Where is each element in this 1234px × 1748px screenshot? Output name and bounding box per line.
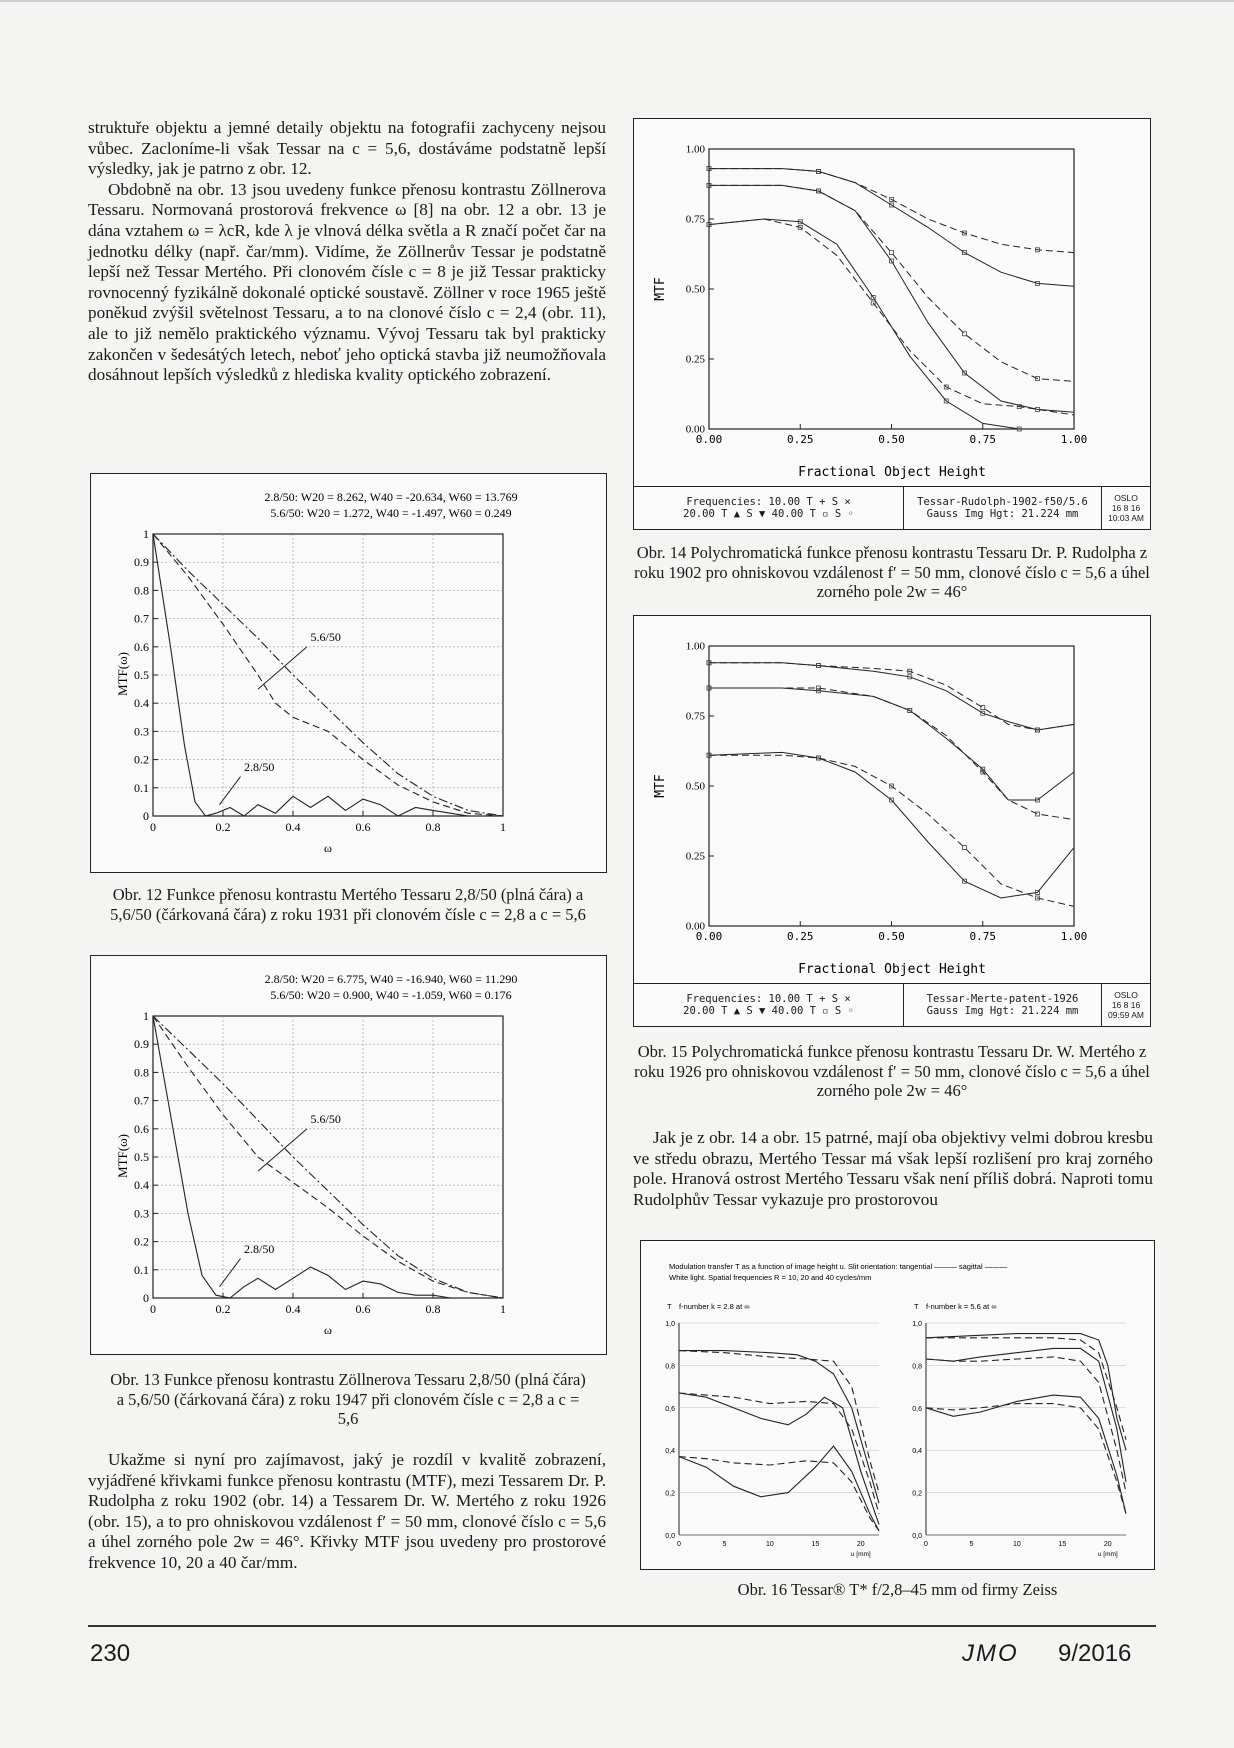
- figure-14-infobox: [634, 486, 1150, 529]
- y-tick-label: 0.4: [134, 696, 149, 711]
- stamp-date: 16 8 16: [1111, 503, 1141, 513]
- y-tick-label: 1: [143, 1009, 149, 1023]
- lens-name: Tessar-Rudolph-1902-f50/5.6: [917, 496, 1088, 508]
- panel-title: f-number k = 5.6 at ∞: [926, 1302, 997, 1311]
- figure-13: [90, 955, 607, 1355]
- x-tick-label: 0.8: [425, 1302, 441, 1316]
- x-axis-label: ω: [324, 841, 332, 855]
- y-tick-label: 0.6: [134, 639, 149, 654]
- y-tick-label: 0,6: [912, 1405, 922, 1413]
- stamp-time: 10:03 AM: [1108, 513, 1144, 523]
- caption-fig13: Obr. 13 Funkce přenosu kontrastu Zöllnerova Tessaru 2,8/50 (plná čára) a 5,6/50 (čárkovaná čára) z roku 1947 při clonovém čísle c = 2,8 a c = 5,6: [110, 1370, 586, 1428]
- figure-header-line-1: 2.8/50: W20 = 8.262, W40 = -20.634, W60 = 13.769: [264, 490, 518, 504]
- y-tick-label: 0.1: [134, 780, 149, 795]
- freq-line-2: 20.00 T ▲ S ▼ 40.00 T ▫ S ◦: [683, 1005, 854, 1017]
- caption-fig12: Obr. 12 Funkce přenosu kontrastu Mertého Tessaru 2,8/50 (plná čára) a 5,6/50 (čárkovaná čára) z roku 1931 při clonovém čísle c = 2,8 a c = 5,6: [110, 885, 586, 924]
- x-tick-label: 0.2: [215, 1302, 231, 1316]
- y-tick-label: 0.4: [134, 1178, 149, 1193]
- series-line-2: [926, 1338, 1126, 1440]
- y-tick-label: 0.6: [134, 1121, 149, 1136]
- x-tick-label: 1: [500, 1302, 506, 1316]
- top-rule: [0, 0, 1234, 2]
- series-line-1: [709, 663, 1074, 730]
- series-line-1: [709, 169, 1074, 287]
- y-axis-label: MTF: [653, 774, 668, 798]
- x-tick-label: 0: [150, 1302, 156, 1316]
- y-tick-label: 1.00: [685, 143, 705, 156]
- panel-y-label: T: [667, 1302, 672, 1311]
- y-tick-label: 0,6: [665, 1405, 675, 1413]
- x-tick-label: 0: [924, 1541, 928, 1548]
- x-tick-label: 0.6: [355, 820, 371, 834]
- series-line-2: [709, 169, 1074, 253]
- y-tick-label: 0.7: [134, 611, 149, 626]
- figure-subtitle: White light. Spatial frequencies R = 10, 20 and 40 cycles/mm: [669, 1273, 872, 1282]
- y-tick-label: 0.5: [134, 668, 149, 682]
- x-axis-label: u [mm]: [1097, 1551, 1118, 1558]
- journal-logo: JMO: [962, 1640, 1019, 1667]
- right-column-text: [633, 1128, 1153, 1210]
- x-tick-label: 10: [766, 1541, 774, 1548]
- annotation-arrow: [258, 1129, 307, 1171]
- y-tick-label: 0,0: [665, 1533, 675, 1540]
- series-line-4: [679, 1393, 879, 1514]
- x-tick-label: 0.8: [425, 820, 441, 834]
- y-tick-label: 0.7: [134, 1093, 149, 1108]
- annotation-arrow: [220, 1259, 241, 1287]
- freq-line-1: Frequencies: 10.00 T + S ×: [686, 993, 851, 1005]
- figure-14-chart: [634, 119, 1150, 487]
- y-tick-label: 0.25: [685, 353, 705, 366]
- freq-line-2: 20.00 T ▲ S ▼ 40.00 T ▫ S ◦: [683, 508, 854, 520]
- x-tick-label: 15: [811, 1541, 820, 1548]
- series-line-4: [709, 688, 1074, 800]
- x-tick-label: 20: [1103, 1541, 1112, 1548]
- y-tick-label: 0.75: [685, 213, 705, 226]
- figure-header-line-2: 5.6/50: W20 = 1.272, W40 = -1.497, W60 = 0.249: [270, 506, 512, 520]
- y-tick-label: 0,4: [665, 1448, 675, 1456]
- plot-frame: [709, 149, 1074, 429]
- x-tick-label: 1.00: [1060, 433, 1088, 446]
- x-tick-label: 0.4: [285, 1302, 301, 1316]
- stamp-date: 16 8 16: [1111, 1000, 1141, 1010]
- series-line-1: [679, 1351, 879, 1504]
- y-tick-label: 1: [143, 527, 149, 541]
- x-tick-label: 0.4: [285, 820, 301, 834]
- x-tick-label: 15: [1058, 1541, 1067, 1548]
- y-tick-label: 0.8: [134, 1065, 149, 1080]
- y-axis-label: MTF(ω): [115, 1134, 130, 1178]
- caption-fig15: Obr. 15 Polychromatická funkce přenosu kontrastu Tessaru Dr. W. Mertého z roku 1926 pro ohniskovou vzdálenost f′ = 50 mm, clonové číslo c = 5,6 a úhel zorného pole 2w = 46°: [634, 1042, 1150, 1100]
- x-tick-label: 0.75: [969, 433, 996, 446]
- annotation-2.8: 2.8/50: [244, 1241, 275, 1256]
- figure-12-chart: [91, 474, 606, 872]
- series-line-6: [709, 752, 1074, 898]
- y-tick-label: 0.5: [134, 1150, 149, 1164]
- series-line-4: [926, 1357, 1126, 1493]
- y-tick-label: 0.2: [134, 1234, 149, 1249]
- y-tick-label: 0: [143, 1291, 149, 1305]
- x-tick-label: 0: [677, 1541, 681, 1548]
- left-column-bottom: [88, 1450, 606, 1574]
- paragraph: Obdobně na obr. 13 jsou uvedeny funkce přenosu kontrastu Zöllnerova Tessaru. Normovaná prostorová frekvence ω [8] na obr. 12 a obr. 13 je dána vztahem ω = λcR, kde λ je vlnová délka světla a R značí počet čar na jednotku délky (např. čar/mm). Vidíme, že Zöllnerův Tessar je podstatně lepší než Tessar Mertého. Při clonovém čísle c = 8 je již Tessar prakticky rovnocenný fyzikálně dokonalé optické soustavě. Zöllner v roce 1965 ještě poněkud zvýšil světelnost Tessaru, a to na clonové číslo c = 2,4 (obr. 11), ale to již nemělo praktického významu. Vývoj Tessaru tak byl prakticky zakončen v šedesátých letech, neboť jeho optická stavba již neumožňovala dosáhnout lepších výsledků z hlediska kvality optického zobrazení.: [88, 179, 606, 385]
- series-line-5: [679, 1446, 879, 1531]
- figure-title: Modulation transfer T as a function of image height u. Slit orientation: tangential ——— sagittal ———: [669, 1262, 1008, 1271]
- figure-header-line-1: 2.8/50: W20 = 6.775, W40 = -16.940, W60 = 11.290: [264, 972, 518, 986]
- series-line-6: [926, 1404, 1126, 1514]
- x-tick-label: 0.50: [878, 433, 905, 446]
- y-tick-label: 0,8: [912, 1363, 922, 1371]
- figure-15: [633, 615, 1151, 1027]
- freq-line-1: Frequencies: 10.00 T + S ×: [686, 496, 851, 508]
- y-tick-label: 0.9: [134, 1037, 149, 1052]
- y-tick-label: 0,4: [912, 1448, 922, 1456]
- paragraph: Ukažme si nyní pro zajímavost, jaký je rozdíl v kvalitě zobrazení, vyjádřené křivkami funkce přenosu kontrastu (MTF), mezi Tessarem Dr. P. Rudolpha z roku 1902 (obr. 14) a Tessarem Dr. W. Mertého z roku 1926 (obr. 15), a to pro ohniskovou vzdálenost f′ = 50 mm, clonové číslo c = 5,6 a úhel zorného pole 2w = 46°. Křivky MTF jsou uvedeny pro prostorové frekvence 10, 20 a 40 čar/mm.: [88, 1450, 606, 1572]
- y-tick-label: 0.75: [685, 710, 705, 723]
- figure-16-chart: [641, 1241, 1154, 1569]
- series-line-6: [709, 219, 1074, 415]
- x-tick-label: 0.25: [787, 930, 814, 943]
- x-tick-label: 1.00: [1060, 930, 1088, 943]
- page-number: 230: [90, 1640, 131, 1667]
- x-tick-label: 0.50: [878, 930, 905, 943]
- y-tick-label: 0,0: [912, 1533, 922, 1540]
- figure-15-chart: [634, 616, 1150, 984]
- x-tick-label: 10: [1013, 1541, 1021, 1548]
- x-tick-label: 20: [856, 1541, 865, 1548]
- annotation-arrow: [258, 647, 307, 689]
- x-tick-label: 5: [969, 1541, 974, 1548]
- y-tick-label: 0.3: [134, 1206, 149, 1221]
- y-tick-label: 0.00: [685, 423, 705, 436]
- annotation-2.8: 2.8/50: [244, 759, 275, 774]
- x-axis-label: Fractional Object Height: [798, 465, 986, 480]
- annotation-arrow: [220, 777, 241, 805]
- y-tick-label: 0: [143, 809, 149, 823]
- x-tick-label: 0.2: [215, 820, 231, 834]
- footer-rule: [88, 1625, 1156, 1627]
- y-tick-label: 0.3: [134, 724, 149, 739]
- x-tick-label: 5: [722, 1541, 727, 1548]
- series-line-2: [709, 663, 1074, 730]
- lens-name: Tessar-Merte-patent-1926: [926, 993, 1079, 1005]
- y-tick-label: 1.00: [685, 640, 705, 653]
- x-tick-label: 0.00: [695, 930, 723, 943]
- issue-number: 9/2016: [1058, 1640, 1132, 1667]
- y-axis-label: MTF: [653, 277, 668, 301]
- x-tick-label: 0.25: [787, 433, 814, 446]
- series-line-5: [926, 1395, 1126, 1514]
- x-axis-label: u [mm]: [850, 1551, 871, 1558]
- series-line-5: [709, 755, 1074, 906]
- paragraph: Jak je z obr. 14 a obr. 15 patrné, mají oba objektivy velmi dobrou kresbu ve středu obrazu, Mertého Tessar má však lepší rozlišení pro kraj zorného pole. Hranová ostrost Mertého Tessaru však není příliš dobrá. Naproti tomu Rudolphův Tessar vykazuje pro prostorovou: [633, 1128, 1153, 1209]
- stamp-time: 09:59 AM: [1108, 1010, 1144, 1020]
- y-tick-label: 0.2: [134, 752, 149, 767]
- y-tick-label: 0.00: [685, 920, 705, 933]
- x-axis-label: Fractional Object Height: [798, 962, 986, 977]
- y-tick-label: 0,2: [665, 1490, 675, 1498]
- figure-header-line-2: 5.6/50: W20 = 0.900, W40 = -1.059, W60 = 0.176: [270, 988, 512, 1002]
- figure-12: [90, 473, 607, 873]
- y-tick-label: 0.1: [134, 1262, 149, 1277]
- gauss-height: Gauss Img Hgt: 21.224 mm: [926, 508, 1079, 520]
- caption-fig16: Obr. 16 Tessar® T* f/2,8–45 mm od firmy Zeiss: [737, 1580, 1058, 1599]
- stamp-oslo: OSLO: [1114, 990, 1138, 1000]
- series-marker: [890, 251, 894, 255]
- caption-fig14: Obr. 14 Polychromatická funkce přenosu kontrastu Tessaru Dr. P. Rudolpha z roku 1902 pro ohniskovou vzdálenost f′ = 50 mm, clonové číslo c = 5,6 a úhel zorného pole 2w = 46°: [634, 543, 1150, 601]
- y-axis-label: MTF(ω): [115, 652, 130, 696]
- figure-14: [633, 118, 1151, 530]
- gauss-height: Gauss Img Hgt: 21.224 mm: [926, 1005, 1079, 1017]
- x-tick-label: 0.75: [969, 930, 996, 943]
- x-tick-label: 0.00: [695, 433, 723, 446]
- annotation-5.6: 5.6/50: [310, 1112, 341, 1127]
- y-tick-label: 0.50: [685, 780, 705, 793]
- panel-y-label: T: [914, 1302, 919, 1311]
- y-tick-label: 1,0: [665, 1321, 675, 1328]
- series-line-4: [709, 185, 1074, 381]
- figure-13-chart: [91, 956, 606, 1354]
- x-tick-label: 0: [150, 820, 156, 834]
- y-tick-label: 0,2: [912, 1490, 922, 1498]
- series-marker: [1036, 812, 1040, 816]
- y-tick-label: 0.25: [685, 850, 705, 863]
- y-tick-label: 1,0: [912, 1321, 922, 1328]
- panel-title: f-number k = 2.8 at ∞: [679, 1302, 750, 1311]
- figure-16: [640, 1240, 1155, 1570]
- x-tick-label: 1: [500, 820, 506, 834]
- x-tick-label: 0.6: [355, 1302, 371, 1316]
- left-column-top: [88, 118, 606, 386]
- paragraph: struktuře objektu a jemné detaily objektu na fotografii zachyceny nejsou vůbec. Zacloníme-li však Tessar na c = 5,6, dostáváme podstatně lepší výsledky, jak je patrno z obr. 12.: [88, 118, 606, 179]
- annotation-5.6: 5.6/50: [310, 630, 341, 645]
- y-tick-label: 0,8: [665, 1363, 675, 1371]
- y-tick-label: 0.8: [134, 583, 149, 598]
- stamp-oslo: OSLO: [1114, 493, 1138, 503]
- figure-15-infobox: [634, 983, 1150, 1026]
- y-tick-label: 0.50: [685, 283, 705, 296]
- series-line-2: [679, 1351, 879, 1493]
- series-line-3: [679, 1393, 879, 1524]
- x-axis-label: ω: [324, 1323, 332, 1337]
- y-tick-label: 0.9: [134, 555, 149, 570]
